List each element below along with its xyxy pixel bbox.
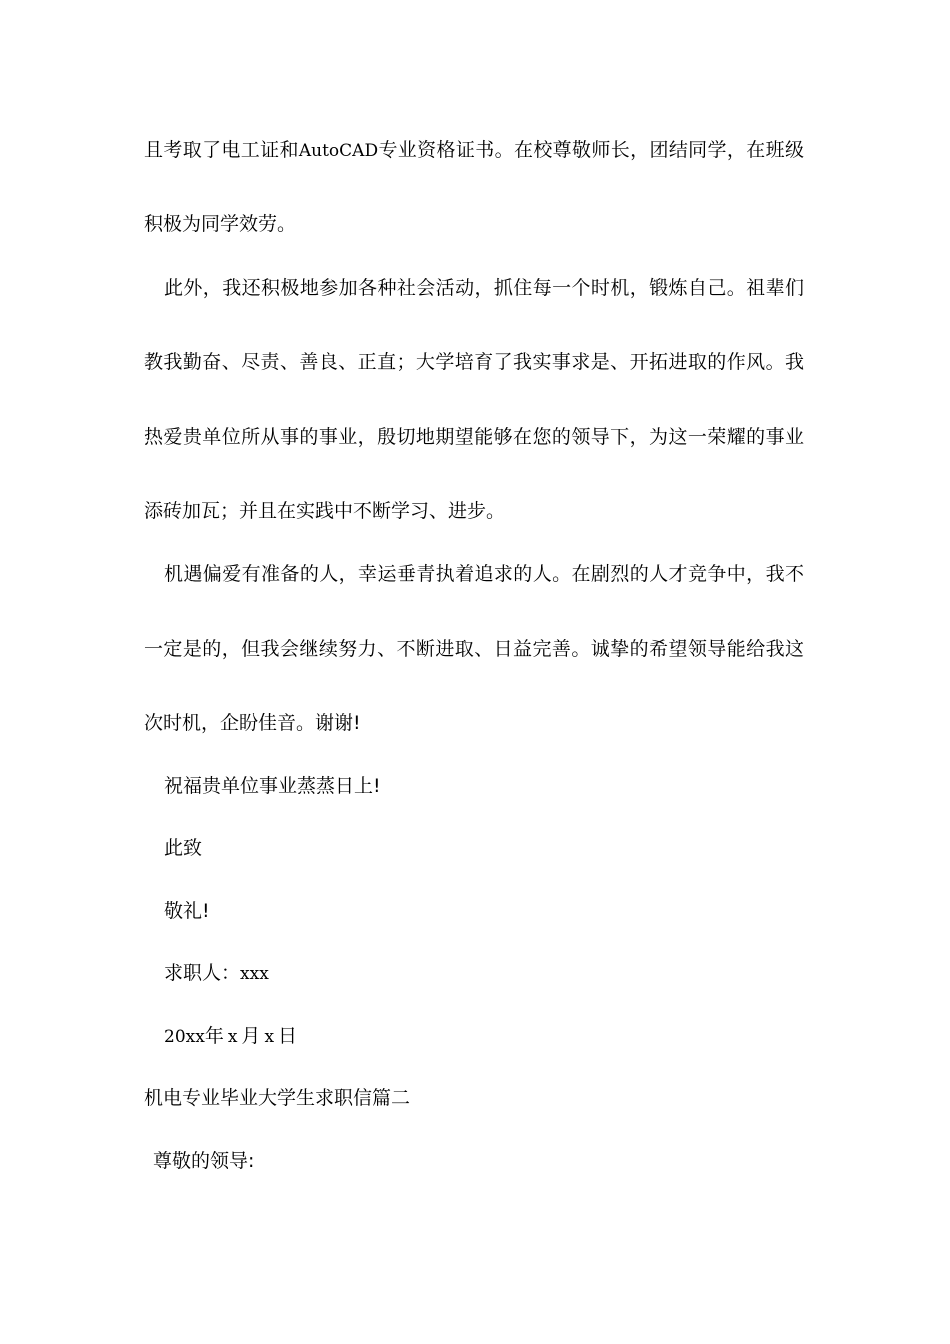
- applicant-line: [164, 961, 824, 985]
- date-month: x: [227, 1027, 238, 1047]
- paragraph-1-line-1-pre: 且考取了电工证和: [144, 139, 299, 161]
- date-line: [164, 1024, 824, 1048]
- date-day: x: [264, 1027, 275, 1047]
- section-2-title: 机电专业毕业大学生求职信篇二: [144, 1087, 411, 1109]
- paragraph-2-line-3: 热爱贵单位所从事的事业，殷切地期望能够在您的领导下，为这一荣耀的事业: [144, 426, 804, 448]
- closing-wish: 祝福贵单位事业蒸蒸日上!: [164, 775, 381, 797]
- applicant-label: 求职人：: [164, 962, 241, 984]
- paragraph-1-line-1: [144, 138, 804, 162]
- date-year: 20xx: [164, 1027, 205, 1047]
- paragraph-3-line-1: 机遇偏爱有准备的人，幸运垂青执着追求的人。在剧烈的人才竞争中，我不: [164, 563, 804, 585]
- closing-salute-2: 敬礼!: [164, 900, 210, 922]
- date-day-unit: 日: [278, 1025, 298, 1047]
- paragraph-2-line-1: 此外，我还积极地参加各种社会活动，抓住每一个时机，锻炼自己。祖辈们: [164, 277, 804, 299]
- paragraph-1-line-2: 积极为同学效劳。: [144, 213, 297, 235]
- date-year-unit: 年: [204, 1025, 224, 1047]
- paragraph-1-line-1-post: 专业资格证书。在校尊敬师长，团结同学，在班级: [378, 139, 804, 161]
- paragraph-3-line-2: 一定是的，但我会继续努力、不断进取、日益完善。诚挚的希望领导能给我这: [144, 638, 804, 660]
- paragraph-2-line-2: 教我勤奋、尽责、善良、正直；大学培育了我实事求是、开拓进取的作风。我: [144, 351, 804, 373]
- section-2-greeting: 尊敬的领导:: [153, 1150, 255, 1172]
- closing-salute-1: 此致: [164, 837, 203, 859]
- applicant-name: xxx: [240, 964, 269, 984]
- paragraph-3-line-3: 次时机，企盼佳音。谢谢!: [144, 712, 361, 734]
- paragraph-2-line-4: 添砖加瓦；并且在实践中不断学习、进步。: [144, 500, 506, 522]
- date-month-unit: 月: [241, 1025, 261, 1047]
- paragraph-1-line-1-latin: AutoCAD: [298, 141, 379, 161]
